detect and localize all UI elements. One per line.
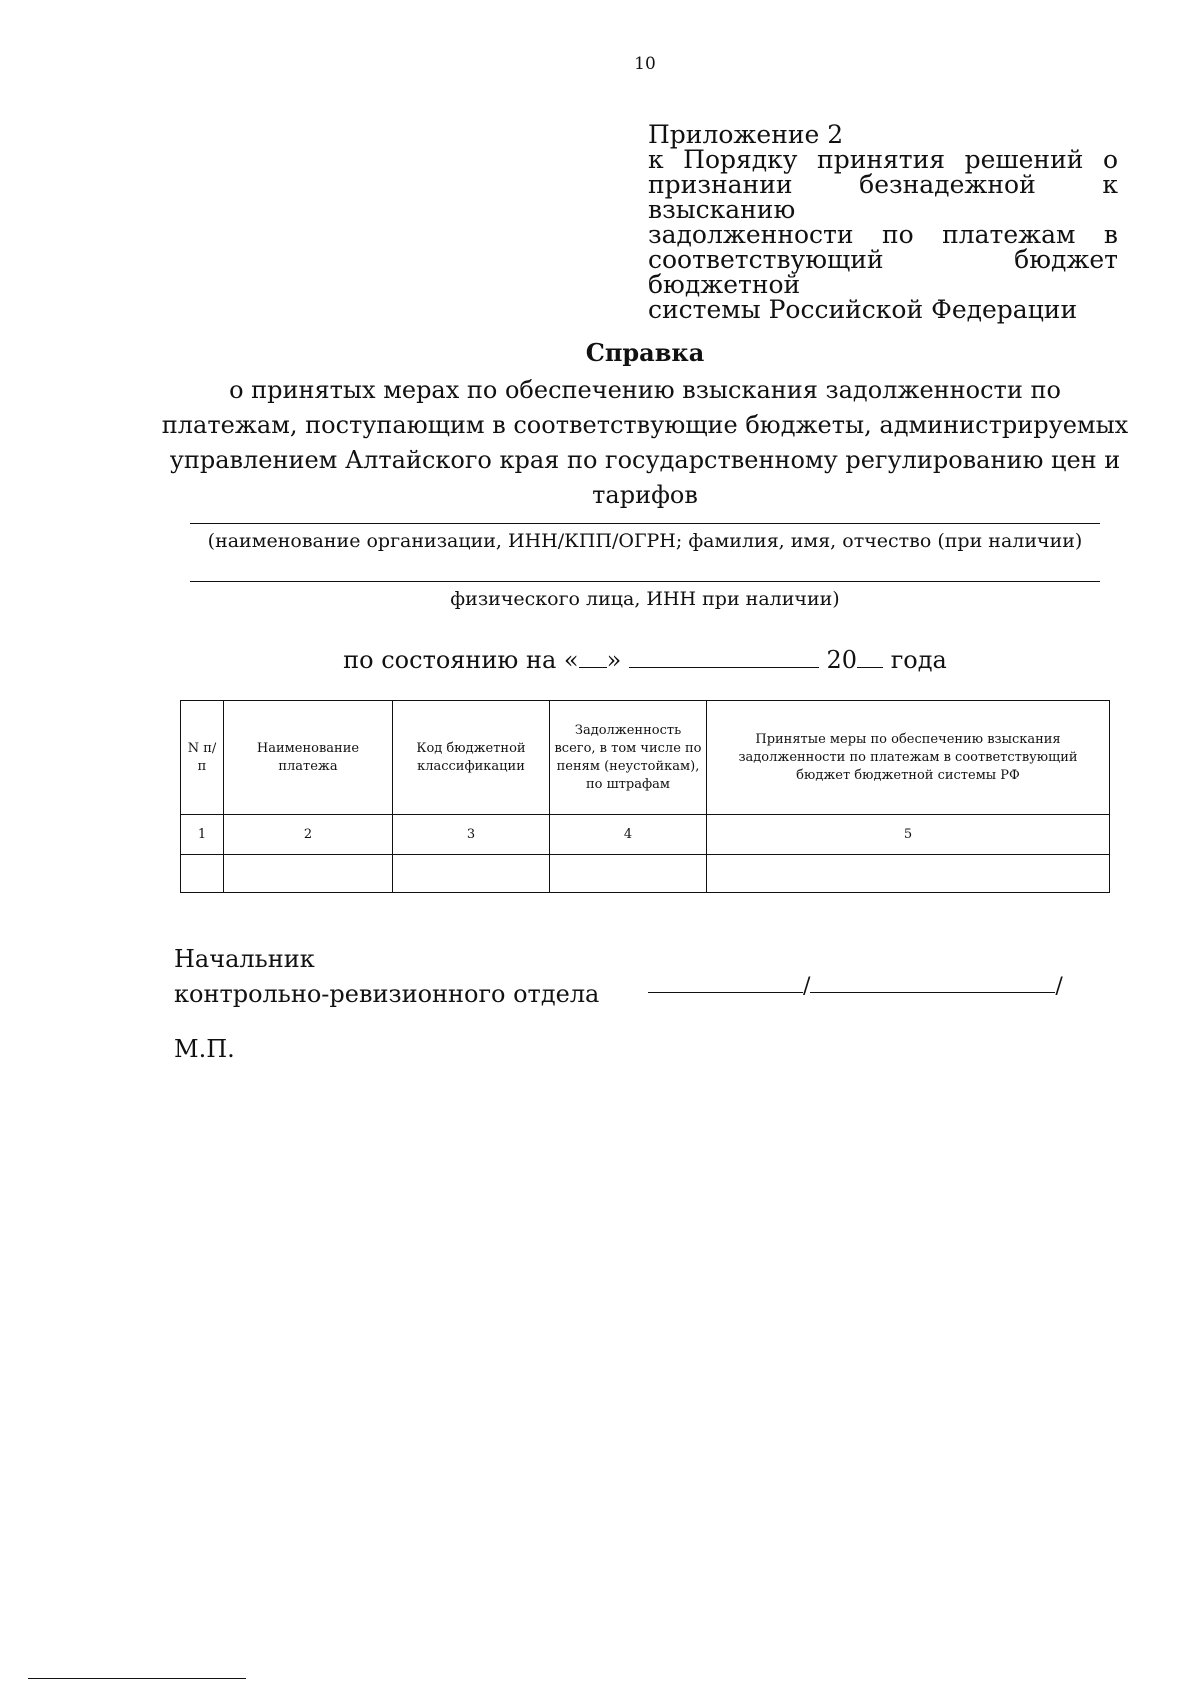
page-number: 10 (634, 54, 656, 74)
appendix-line: системы Российской Федерации (648, 295, 1078, 324)
signatory-department: контрольно-ревизионного отдела (174, 980, 600, 1008)
signature-blank[interactable] (648, 970, 803, 993)
header-cell: Наименование платежа (224, 701, 393, 815)
appendix-line: задолженности по платежам в (648, 220, 1118, 249)
table-cell[interactable] (707, 855, 1110, 893)
fill-in-line[interactable] (190, 581, 1100, 582)
appendix-line: к Порядку принятия решений о (648, 145, 1118, 174)
signature-slash: / (1055, 974, 1063, 999)
person-caption: физического лица, ИНН при наличии) (450, 588, 840, 610)
table-header-row (181, 701, 1110, 815)
table-row[interactable] (181, 855, 1110, 893)
signature-slash: / (803, 974, 811, 999)
table-cell[interactable] (550, 855, 707, 893)
month-blank[interactable] (629, 645, 819, 668)
year-prefix: 20 (826, 646, 858, 674)
year-blank[interactable] (857, 645, 883, 668)
as-of-date (0, 645, 1200, 674)
column-number: 4 (550, 815, 707, 855)
as-of-quote: » (606, 646, 622, 674)
document-title: Справка (585, 338, 705, 367)
column-number: 2 (224, 815, 393, 855)
column-number: 5 (707, 815, 1110, 855)
header-cell: Принятые меры по обеспечению взыскания задолженности по платежам в соответствующий бюджет бюджетной системы РФ (707, 701, 1110, 815)
organization-caption: (наименование организации, ИНН/КПП/ОГРН; фамилия, имя, отчество (при наличии) (207, 530, 1083, 552)
signatory-title: Начальник (174, 945, 315, 973)
as-of-prefix: по состоянию на « (343, 646, 579, 674)
appendix-line: Приложение 2 (648, 120, 844, 149)
header-cell: N п/п (181, 701, 224, 815)
column-number: 1 (181, 815, 224, 855)
header-cell: Задолженность всего, в том числе по пеням (неустойкам), по штрафам (550, 701, 707, 815)
table-row (181, 815, 1110, 855)
stamp-place: М.П. (174, 1035, 235, 1063)
footnote-divider (28, 1678, 246, 1679)
table-cell[interactable] (393, 855, 550, 893)
appendix-block (648, 122, 1118, 322)
header-cell: Код бюджетной классификации (393, 701, 550, 815)
day-blank[interactable] (579, 645, 607, 668)
column-number: 3 (393, 815, 550, 855)
report-table (180, 700, 1110, 893)
table-cell[interactable] (181, 855, 224, 893)
appendix-line: соответствующий бюджет бюджетной (648, 245, 1118, 299)
appendix-line: признании безнадежной к взысканию (648, 170, 1118, 224)
signature-lines (648, 970, 1063, 999)
year-suffix: года (890, 646, 947, 674)
fill-in-line[interactable] (190, 523, 1100, 524)
signature-block (174, 942, 599, 1012)
table-cell[interactable] (224, 855, 393, 893)
document-subtitle: о принятых мерах по обеспечению взыскания задолженности по платежам, поступающим в соответствующие бюджеты, администрируемых управлением Алтайского края по государственному регулированию цен и тарифов (161, 376, 1129, 509)
name-blank[interactable] (810, 970, 1055, 993)
